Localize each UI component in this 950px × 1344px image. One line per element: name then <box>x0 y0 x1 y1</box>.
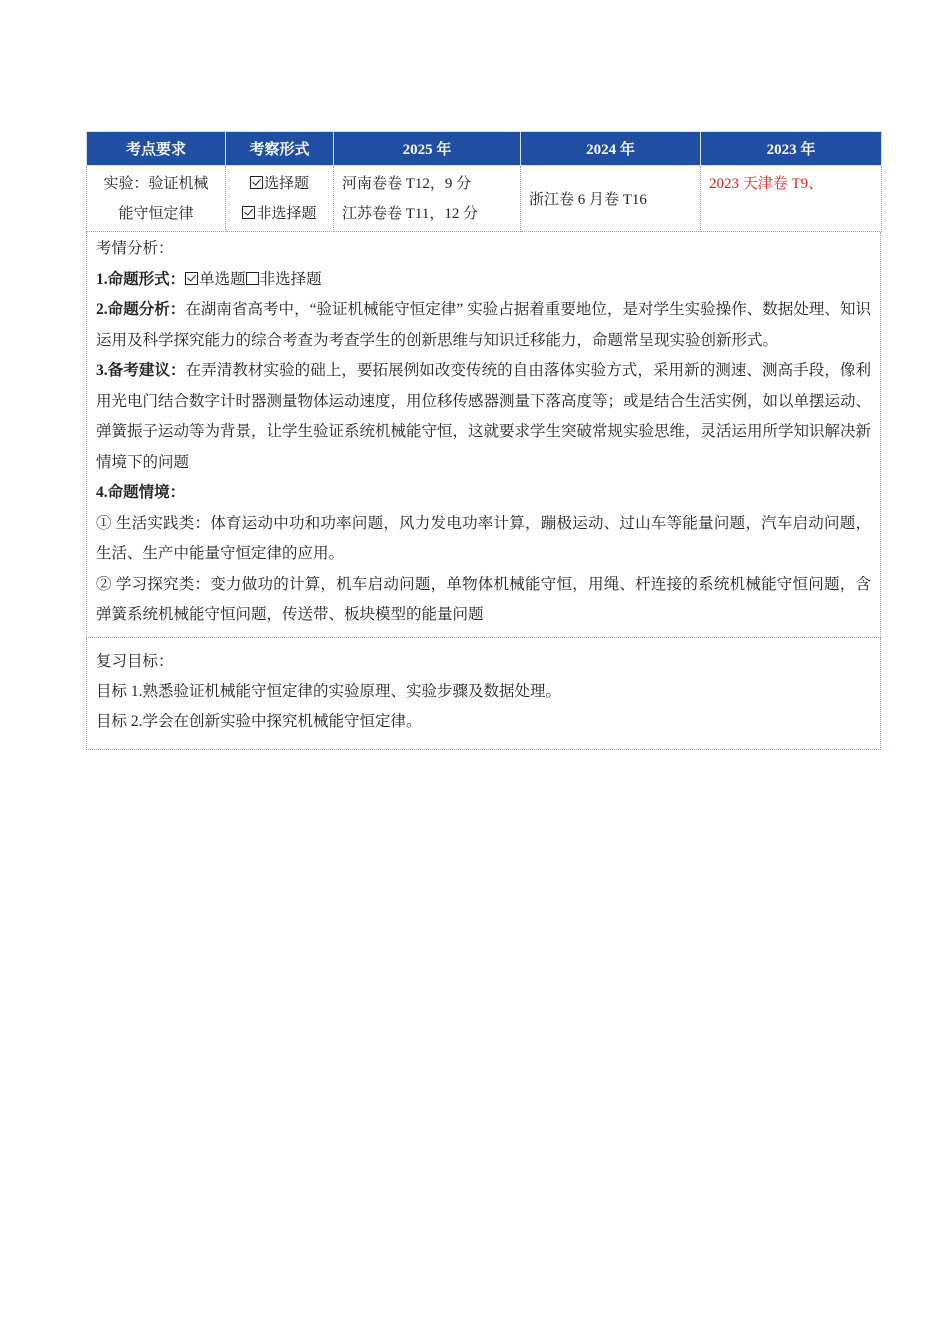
year-2024-cell <box>521 166 701 232</box>
topic-line: 实验：验证机械 <box>103 176 209 192</box>
analysis-section <box>86 232 881 638</box>
checked-box-icon <box>250 176 263 189</box>
topic-cell <box>87 166 226 232</box>
analysis-item-context <box>96 478 871 509</box>
analysis-heading: 考情分析： <box>96 240 174 257</box>
form-option-label: 选择题 <box>263 176 309 192</box>
option-label: 非选择题 <box>259 270 322 288</box>
checked-box-icon <box>185 272 198 285</box>
form-option <box>230 169 329 199</box>
item-label: 3.备考建议： <box>96 362 186 379</box>
exam-table <box>86 131 882 232</box>
header-2025: 2025 年 <box>334 132 521 166</box>
item-label: 4.命题情境： <box>96 484 186 501</box>
goal-item: 目标 1.熟悉验证机械能守恒定律的实验原理、实验步骤及数据处理。 <box>96 682 562 700</box>
unchecked-box-icon <box>246 272 259 285</box>
analysis-item-advice <box>96 356 871 478</box>
item-label: 2.命题分析： <box>96 301 186 318</box>
analysis-item-analysis <box>96 295 871 356</box>
header-topic: 考点要求 <box>87 132 226 166</box>
item-text: 在湖南省高考中，“验证机械能守恒定律” 实验占据着重要地位，是对学生实验操作、数据处理、知识运用及科学探究能力的综合考查为考查学生的创新思维与知识迁移能力，命题常呈现实验创新形式。 <box>96 301 871 349</box>
exam-entry: 浙江卷 6 月卷 T16 <box>529 192 647 208</box>
table-header-row <box>87 132 882 166</box>
table-row <box>87 166 882 232</box>
exam-entry: 2023 天津卷 T9、 <box>709 176 824 192</box>
context-line: ② 学习探究类：变力做功的计算，机车启动问题，单物体机械能守恒，用绳、杆连接的系统机械能守恒问题，含弹簧系统机械能守恒问题，传送带、板块模型的能量问题 <box>96 575 871 623</box>
goal-item: 目标 2.学会在创新实验中探究机械能守恒定律。 <box>96 712 422 730</box>
header-form: 考察形式 <box>226 132 334 166</box>
item-text: 在弄清教材实验的础上，要拓展例如改变传统的自由落体实验方式，采用新的测速、测高手段，像利用光电门结合数字计时器测量物体运动速度，用位移传感器测量下落高度等；或是结合生活实例，如以单摆运动、弹簧振子运动等为背景，让学生验证系统机械能守恒，这就要求学生突破常规实验思维，灵活运用所学知识解决新情境下的问题 <box>96 362 872 471</box>
topic-line: 能守恒定律 <box>118 206 194 222</box>
item-label: 1.命题形式： <box>96 270 186 288</box>
analysis-item-form <box>96 265 871 296</box>
exam-entry: 河南卷卷 T12，9 分 <box>342 176 472 192</box>
context-line: ① 生活实践类：体育运动中功和功率问题，风力发电功率计算，蹦极运动、过山车等能量问题，汽车启动问题，生活、生产中能量守恒定律的应用。 <box>96 514 871 562</box>
option-label: 单选题 <box>199 270 246 288</box>
goals-heading: 复习目标： <box>96 652 174 670</box>
form-option-label: 非选择题 <box>256 206 317 222</box>
checked-box-icon <box>242 206 255 219</box>
header-2024: 2024 年 <box>521 132 701 166</box>
document <box>86 131 881 750</box>
goals-section <box>86 638 881 750</box>
year-2023-cell <box>701 166 882 232</box>
form-cell <box>226 166 334 232</box>
exam-entry: 江苏卷卷 T11，12 分 <box>342 206 479 222</box>
form-option <box>230 199 329 229</box>
year-2025-cell <box>334 166 521 232</box>
header-2023: 2023 年 <box>701 132 882 166</box>
